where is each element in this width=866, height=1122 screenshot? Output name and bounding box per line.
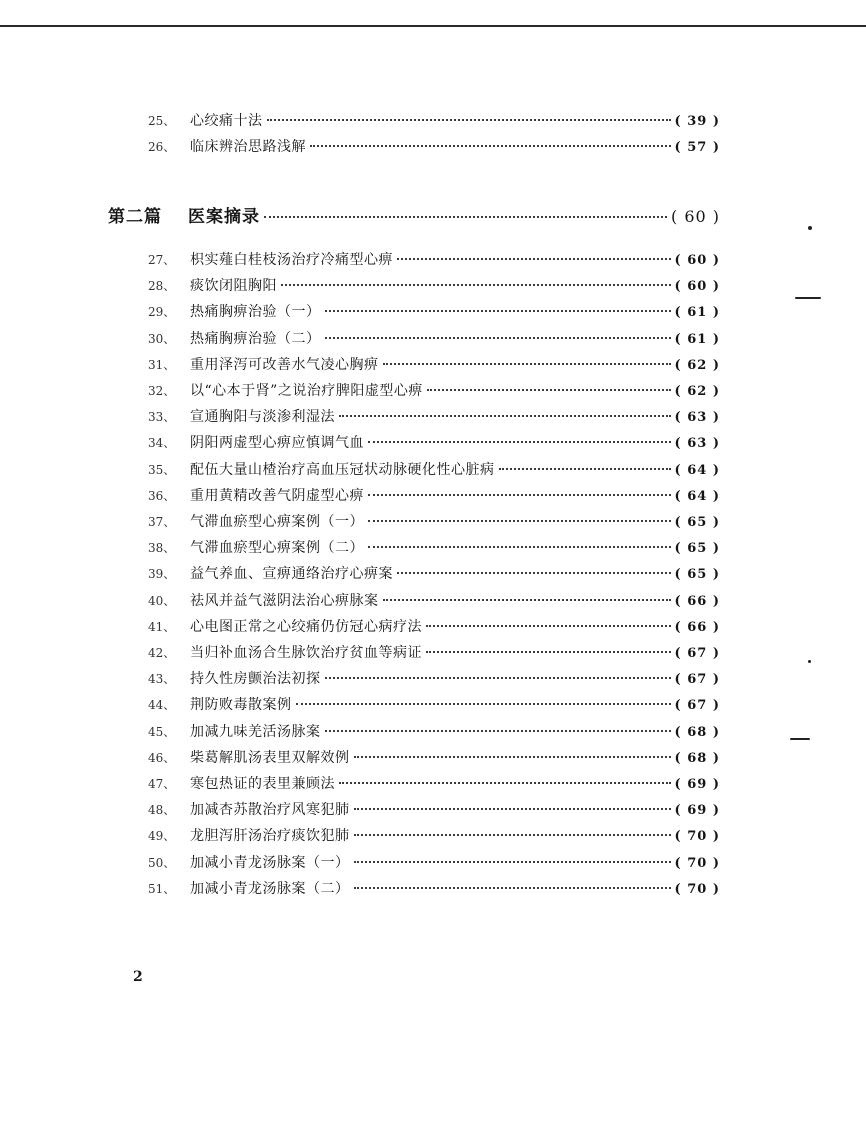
entry-number: 34、 [148, 436, 176, 451]
entry-title: 持久性房颤治法初探 [190, 671, 321, 688]
top-rule [0, 25, 866, 27]
entry-number: 39、 [148, 567, 176, 582]
toc-entry[interactable] [148, 694, 720, 714]
entry-number: 30、 [148, 331, 176, 346]
entry-page: ( 67 ) [674, 698, 720, 714]
entry-page: ( 70 ) [674, 881, 720, 897]
dot-leader [325, 730, 671, 732]
entry-title: 当归补血汤合生脉饮治疗贫血等病证 [190, 645, 422, 661]
entry-title: 气滞血瘀型心痹案例（一） [190, 514, 364, 530]
entry-number: 38、 [148, 541, 176, 556]
entry-title: 加减杏苏散治疗风寒犯肺 [190, 802, 350, 819]
dot-leader [325, 337, 671, 339]
entry-title: 益气养血、宣痹通络治疗心痹案 [190, 566, 393, 583]
toc-entry[interactable] [148, 110, 720, 130]
toc-entry[interactable] [148, 537, 720, 557]
entry-title: 加减小青龙汤脉案（二） [190, 880, 350, 897]
toc-entry[interactable] [148, 459, 720, 479]
entry-title: 加减九味羌活汤脉案 [190, 723, 321, 740]
entry-title: 寒包热证的表里兼顾法 [190, 776, 335, 792]
entry-title: 龙胆泻肝汤治疗痰饮犯肺 [190, 828, 350, 845]
section-page: ( 60 ) [670, 207, 720, 226]
toc-entry[interactable] [148, 136, 720, 156]
toc-entry[interactable] [148, 799, 720, 819]
dot-leader [264, 216, 667, 218]
entry-title: 重用黄精改善气阴虚型心痹 [190, 487, 364, 504]
toc-entry[interactable] [148, 432, 720, 452]
entry-title: 以“心本于肾”之说治疗脾阳虚型心痹 [190, 383, 423, 399]
entry-page: ( 67 ) [674, 646, 720, 661]
toc-entry[interactable] [148, 642, 720, 662]
dot-leader [296, 703, 671, 705]
entry-page: ( 60 ) [674, 279, 720, 295]
entry-number: 47、 [148, 777, 176, 791]
entry-number: 29、 [148, 305, 176, 320]
entry-page: ( 61 ) [674, 331, 720, 347]
toc-entry[interactable] [148, 406, 720, 426]
entry-page: ( 62 ) [674, 357, 720, 373]
entry-number: 40、 [148, 593, 176, 608]
dot-leader [339, 415, 671, 417]
entry-number: 32、 [148, 384, 176, 398]
scan-speck [808, 660, 811, 663]
entry-page: ( 39 ) [674, 114, 720, 129]
dot-leader [426, 651, 671, 653]
entry-number: 27、 [148, 253, 176, 267]
toc-entry[interactable] [148, 328, 720, 348]
dot-leader [354, 861, 671, 863]
entry-page: ( 62 ) [674, 384, 720, 399]
entry-page: ( 70 ) [674, 829, 720, 845]
toc-entry[interactable] [148, 301, 720, 321]
entry-page: ( 65 ) [674, 515, 720, 530]
toc-entry[interactable] [148, 590, 720, 610]
entry-page: ( 66 ) [674, 619, 720, 635]
toc-entry[interactable] [148, 563, 720, 583]
entry-title: 临床辨治思路浅解 [190, 139, 306, 155]
entry-title: 宣通胸阳与淡渗利湿法 [190, 409, 335, 426]
scan-speck [795, 297, 821, 299]
entry-number: 44、 [148, 698, 176, 713]
entry-page: ( 66 ) [674, 593, 720, 609]
dot-leader [310, 145, 671, 147]
entry-page: ( 69 ) [674, 803, 720, 819]
dot-leader [281, 284, 671, 286]
entry-number: 48、 [148, 803, 176, 818]
entry-page: ( 65 ) [674, 567, 720, 583]
dot-leader [397, 258, 671, 260]
dot-leader [397, 572, 671, 574]
entry-page: ( 57 ) [674, 140, 720, 155]
section-heading[interactable] [108, 202, 720, 227]
entry-title: 加减小青龙汤脉案（一） [190, 854, 350, 871]
entry-number: 45、 [148, 724, 176, 739]
entry-page: ( 69 ) [674, 777, 720, 792]
dot-leader [368, 441, 671, 443]
entry-title: 痰饮闭阻胸阳 [190, 278, 277, 295]
dot-leader [354, 834, 671, 836]
entry-title: 荆防败毒散案例 [190, 697, 292, 714]
entry-page: ( 65 ) [674, 541, 720, 557]
entry-number: 41、 [148, 619, 176, 634]
entry-page: ( 70 ) [674, 855, 720, 871]
entry-number: 49、 [148, 829, 176, 844]
toc-entry[interactable] [148, 354, 720, 374]
toc-entry[interactable] [148, 668, 720, 688]
entry-title: 心绞痛十法 [190, 113, 263, 129]
toc-entry[interactable] [148, 616, 720, 636]
dot-leader [368, 520, 671, 522]
toc-entry[interactable] [148, 878, 720, 898]
entry-title: 配伍大量山楂治疗高血压冠状动脉硬化性心脏病 [190, 461, 495, 478]
dot-leader [354, 887, 671, 889]
entry-number: 33、 [148, 410, 176, 425]
dot-leader [354, 756, 671, 758]
scan-speck [808, 226, 812, 230]
entry-page: ( 61 ) [674, 305, 720, 321]
toc-entry[interactable] [148, 249, 720, 269]
entry-number: 50、 [148, 855, 176, 870]
section-title: 医案摘录 [188, 207, 260, 227]
entry-title: 热痛胸痹治验（一） [190, 304, 321, 321]
entry-number: 26、 [148, 140, 176, 154]
entry-page: ( 64 ) [674, 488, 720, 504]
toc-entry[interactable] [148, 380, 720, 400]
entry-page: ( 67 ) [674, 672, 720, 688]
dot-leader [368, 546, 671, 548]
entry-page: ( 60 ) [674, 253, 720, 268]
dot-leader [339, 782, 671, 784]
entry-number: 42、 [148, 646, 176, 660]
dot-leader [427, 389, 671, 391]
entry-title: 柴葛解肌汤表里双解效例 [190, 749, 350, 766]
toc-entry[interactable] [148, 275, 720, 295]
section-label: 第二篇 [108, 207, 162, 227]
entry-title: 心电图正常之心绞痛仍仿冠心病疗法 [190, 618, 422, 635]
dot-leader [325, 310, 671, 312]
toc-entry[interactable] [148, 485, 720, 505]
dot-leader [368, 494, 671, 496]
entry-title: 阴阳两虚型心痹应慎调气血 [190, 435, 364, 452]
entry-title: 热痛胸痹治验（二） [190, 330, 321, 347]
dot-leader [499, 468, 671, 470]
toc-entry[interactable] [148, 721, 720, 741]
entry-title: 气滞血瘀型心痹案例（二） [190, 540, 364, 557]
entry-page: ( 68 ) [674, 750, 720, 766]
entry-number: 35、 [148, 462, 176, 477]
entry-number: 46、 [148, 750, 176, 765]
entry-number: 43、 [148, 672, 176, 687]
entry-number: 25、 [148, 114, 176, 128]
dot-leader [267, 119, 671, 121]
entry-number: 36、 [148, 488, 176, 503]
entry-page: ( 63 ) [674, 410, 720, 426]
entry-page: ( 68 ) [674, 724, 720, 740]
toc-entry[interactable] [148, 747, 720, 767]
entry-number: 31、 [148, 357, 176, 372]
page-number: 2 [133, 969, 143, 985]
entry-title: 重用泽泻可改善水气凌心胸痹 [190, 356, 379, 373]
entry-page: ( 64 ) [674, 462, 720, 478]
entry-title: 枳实薤白桂枝汤治疗冷痛型心痹 [190, 252, 393, 268]
entry-number: 51、 [148, 881, 176, 896]
dot-leader [354, 808, 671, 810]
dot-leader [426, 625, 671, 627]
dot-leader [325, 677, 671, 679]
toc-entry[interactable] [148, 511, 720, 531]
entry-number: 28、 [148, 279, 176, 294]
scan-speck [790, 738, 810, 740]
toc-entry[interactable] [148, 852, 720, 872]
toc-entry[interactable] [148, 825, 720, 845]
entry-title: 祛风并益气滋阴法治心痹脉案 [190, 592, 379, 609]
toc-entry[interactable] [148, 773, 720, 793]
dot-leader [383, 599, 671, 601]
entry-page: ( 63 ) [674, 436, 720, 452]
entry-number: 37、 [148, 515, 176, 529]
dot-leader [383, 363, 671, 365]
